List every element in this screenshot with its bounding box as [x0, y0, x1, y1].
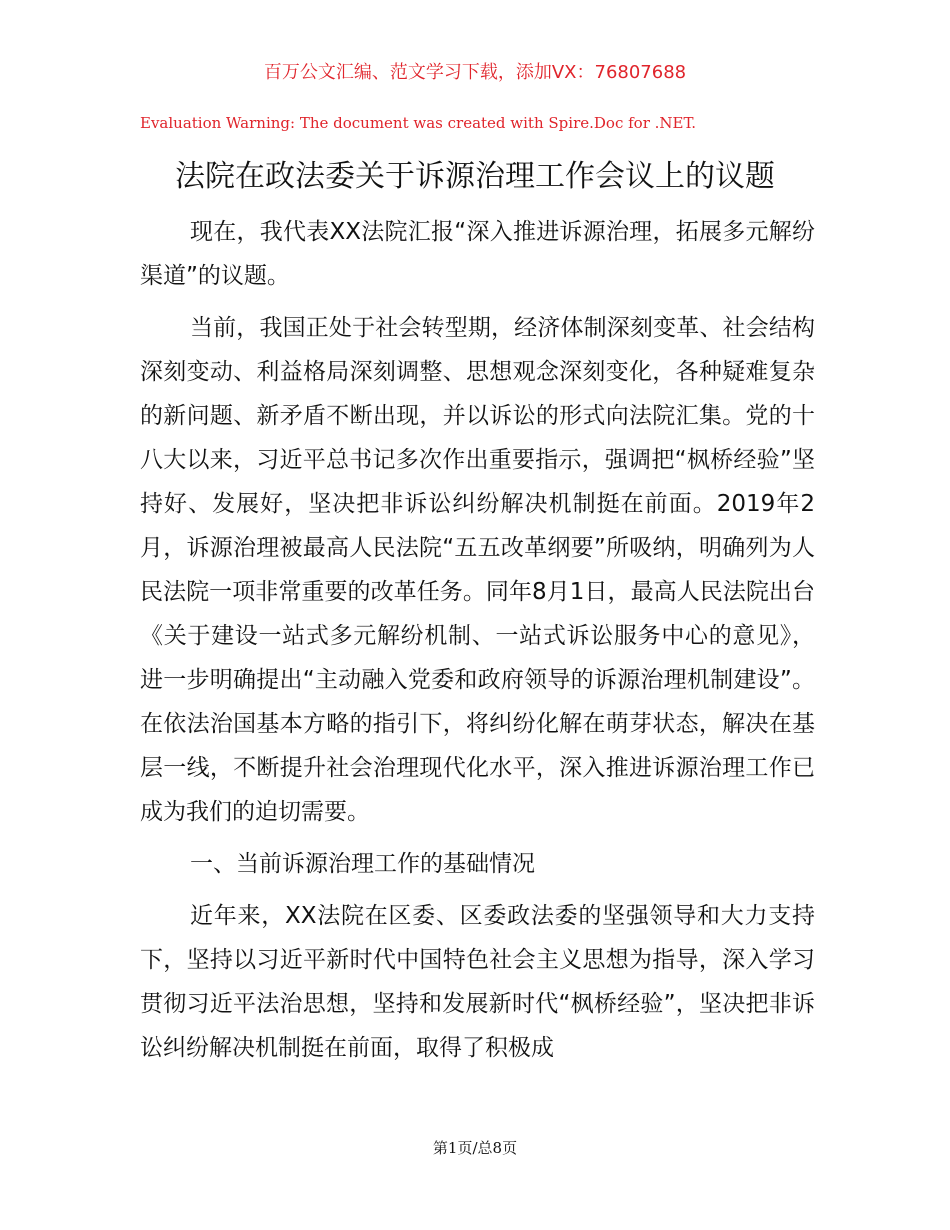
- header-banner: 百万公文汇编、范文学习下载，添加VX：76807688: [263, 62, 687, 83]
- paragraph-section-1: 近年来，XX法院在区委、区委政法委的坚强领导和大力支持下，坚持以习近平新时代中国特色社会主义思想为指导，深入学习贯彻习近平法治思想，坚持和发展新时代“枫桥经验”，坚决把非诉讼纠纷解决机制挺在前面，取得了积极成: [140, 903, 815, 1061]
- paragraph-intro: 现在，我代表XX法院汇报“深入推进诉源治理，拓展多元解纷渠道”的议题。: [140, 219, 815, 289]
- evaluation-warning: Evaluation Warning: The document was created with Spire.Doc for .NET.: [140, 114, 697, 132]
- document-body: [140, 210, 815, 1078]
- section-heading-1: 一、当前诉源治理工作的基础情况: [190, 851, 535, 877]
- document-title: 法院在政法委关于诉源治理工作会议上的议题: [175, 159, 775, 194]
- page-footer: 第1页/总8页: [432, 1139, 518, 1157]
- paragraph-background: 当前，我国正处于社会转型期，经济体制深刻变革、社会结构深刻变动、利益格局深刻调整、思想观念深刻变化，各种疑难复杂的新问题、新矛盾不断出现，并以诉讼的形式向法院汇集。党的十八大以来，习近平总书记多次作出重要指示，强调把“枫桥经验”坚持好、发展好，坚决把非诉讼纠纷解决机制挺在前面。2019年2月，诉源治理被最高人民法院“五五改革纲要”所吸纳，明确列为人民法院一项非常重要的改革任务。同年8月1日，最高人民法院出台《关于建设一站式多元解纷机制、一站式诉讼服务中心的意见》，进一步明确提出“主动融入党委和政府领导的诉源治理机制建设”。在依法治国基本方略的指引下，将纠纷化解在萌芽状态，解决在基层一线，不断提升社会治理现代化水平，深入推进诉源治理工作已成为我们的迫切需要。: [140, 315, 815, 825]
